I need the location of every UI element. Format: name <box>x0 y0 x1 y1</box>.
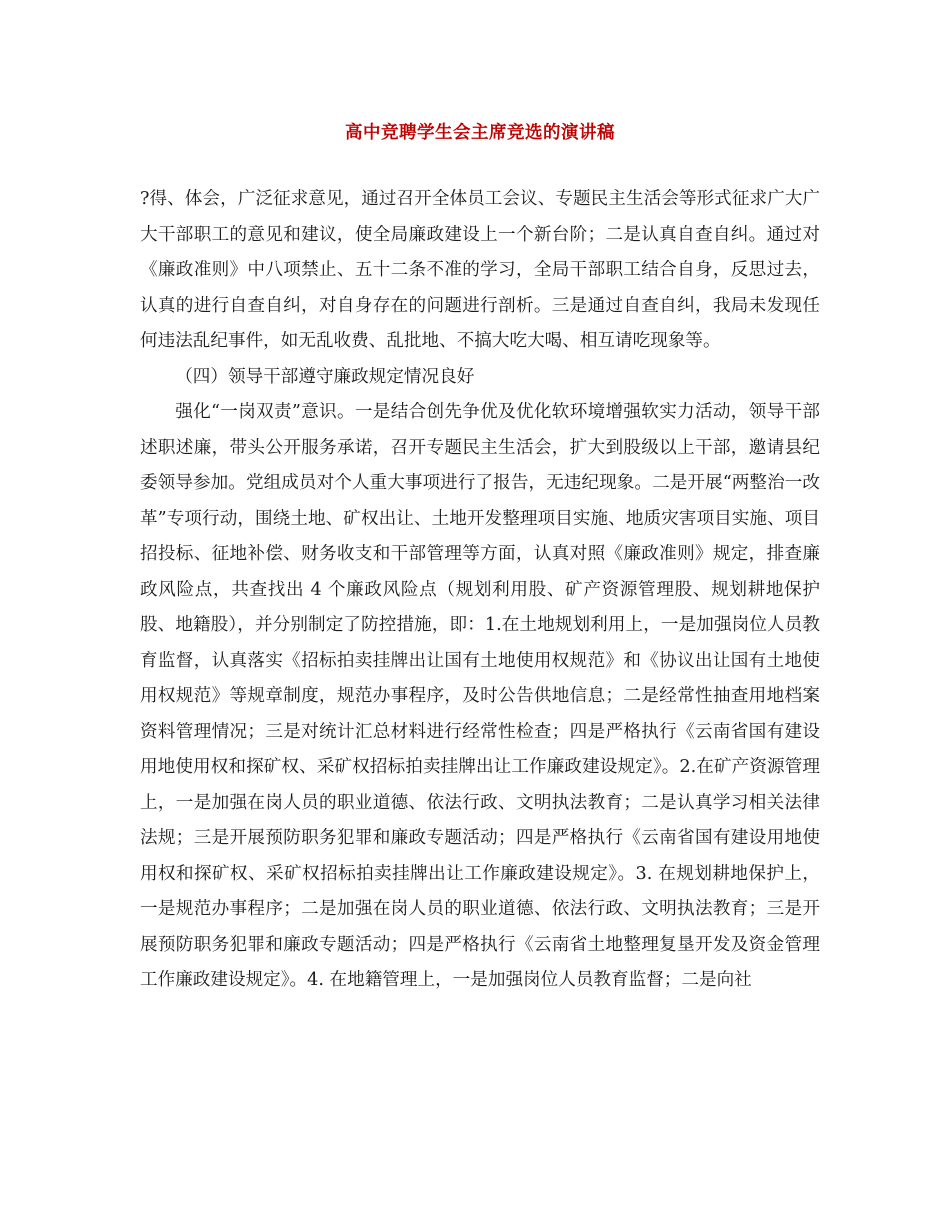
paragraph-main: 强化“一岗双责”意识。一是结合创先争优及优化软环境增强软实力活动，领导干部述职述廉，带头公开服务承诺，召开专题民主生活会，扩大到股级以上干部，邀请县纪委领导参加。党组成员对个人重大事项进行了报告，无违纪现象。二是开展“两整治一改革”专项行动，围绕土地、矿权出让、土地开发整理项目实施、地质灾害项目实施、项目招投标、征地补偿、财务收支和干部管理等方面，认真对照《廉政准则》规定，排查廉政风险点，共查找出 4 个廉政风险点（规划利用股、矿产资源管理股、规划耕地保护股、地籍股），并分别制定了防控措施，即：1.在土地规划利用上，一是加强岗位人员教育监督，认真落实《招标拍卖挂牌出让国有土地使用权规范》和《协议出让国有土地使用权规范》等规章制度，规范办事程序，及时公告供地信息；二是经常性抽查用地档案资料管理情况；三是对统计汇总材料进行经常性检查；四是严格执行《云南省国有建设用地使用权和探矿权、采矿权招标拍卖挂牌出让工作廉政建设规定》。2.在矿产资源管理上，一是加强在岗人员的职业道德、依法行政、文明执法教育；二是认真学习相关法律法规；三是开展预防职务犯罪和廉政专题活动；四是严格执行《云南省国有建设用地使用权和探矿权、采矿权招标拍卖挂牌出让工作廉政建设规定》。3. 在规划耕地保护上，一是规范办事程序；二是加强在岗人员的职业道德、依法行政、文明执法教育；三是开展预防职务犯罪和廉政专题活动；四是严格执行《云南省土地整理复垦开发及资金管理工作廉政建设规定》。4. 在地籍管理上，一是加强岗位人员教育监督；二是向社 <box>140 402 820 990</box>
document-body <box>140 182 820 999</box>
paragraph-continuation: ?得、体会，广泛征求意见，通过召开全体员工会议、专题民主生活会等形式征求广大广大干部职工的意见和建议，使全局廉政建设上一个新台阶；二是认真自查自纠。通过对《廉政准则》中八项禁止、五十二条不准的学习，全局干部职工结合自身，反思过去，认真的进行自查自纠，对自身存在的问题进行剖析。三是通过自查自纠，我局未发现任何违法乱纪事件，如无乱收费、乱批地、不搞大吃大喝、相互请吃现象等。 <box>140 189 820 351</box>
document-title: 高中竞聘学生会主席竞选的演讲稿 <box>345 123 615 143</box>
section-heading: （四）领导干部遵守廉政规定情况良好 <box>175 366 475 387</box>
